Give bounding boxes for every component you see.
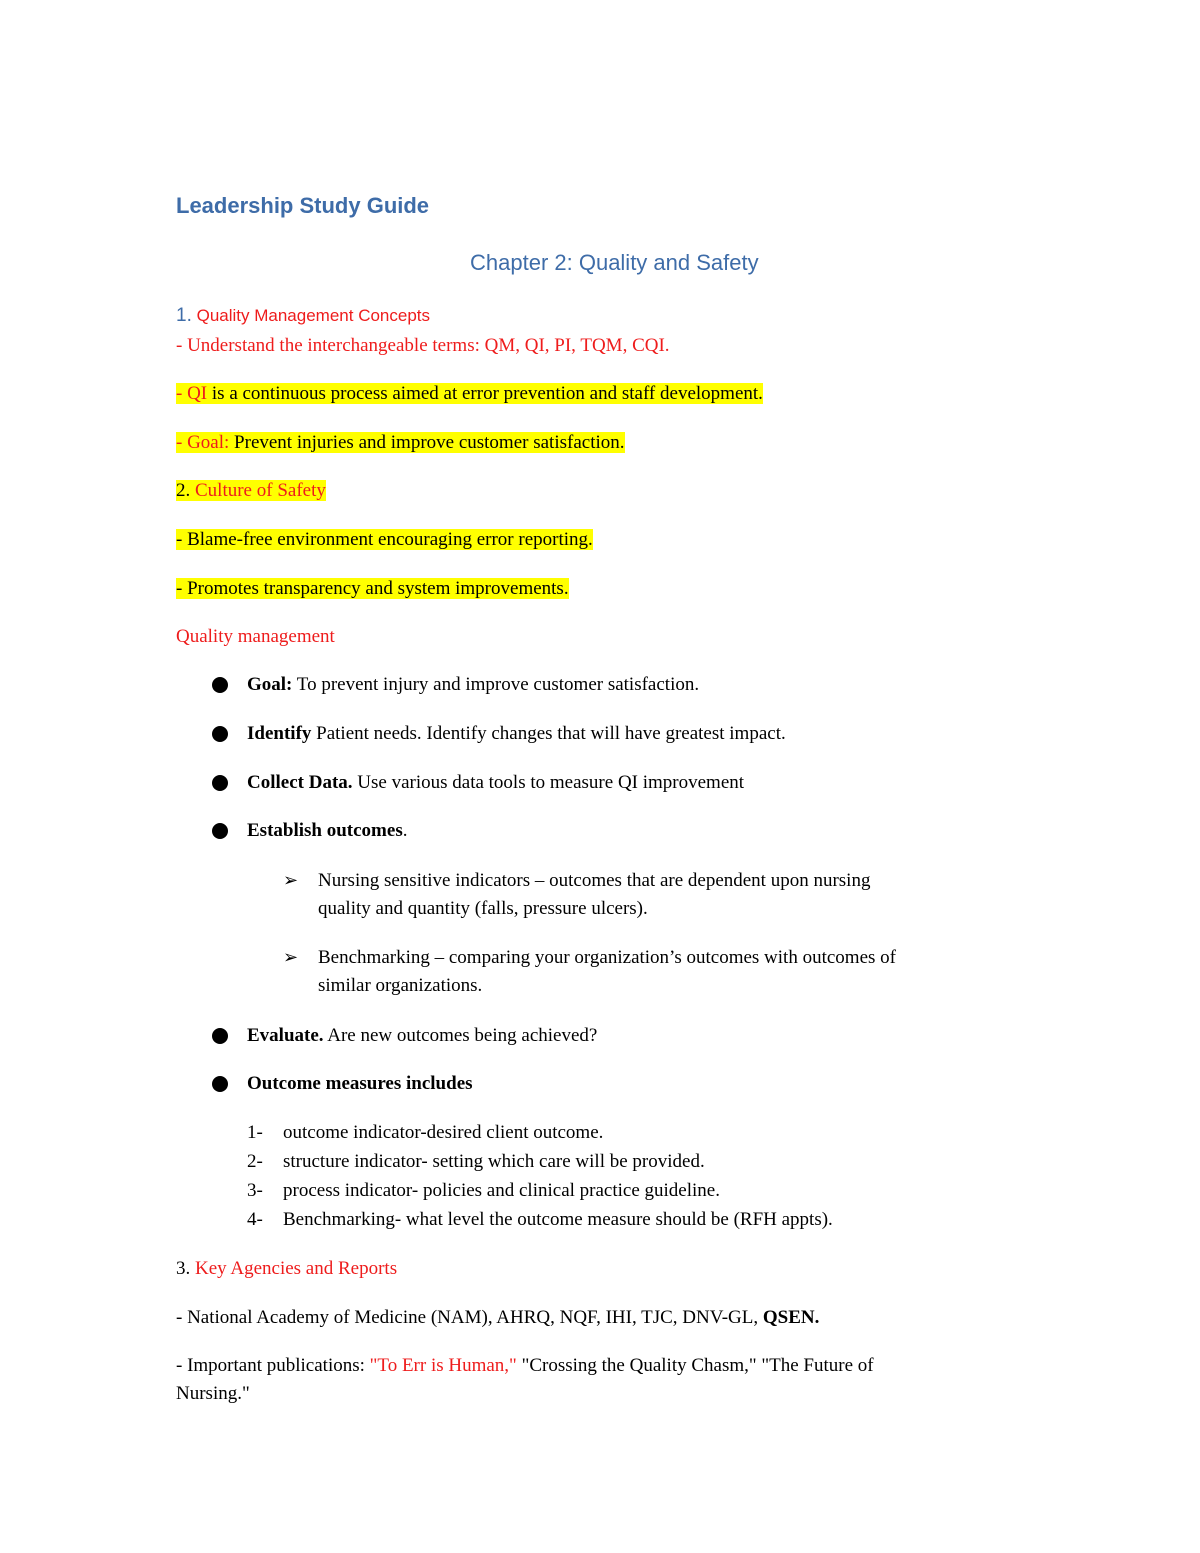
numbered-item xyxy=(247,1180,720,1202)
qm-bullet-collect-bold: Collect Data. xyxy=(247,772,353,793)
section1-line1: - Understand the interchangeable terms: QM, QI, PI, TQM, CQI. xyxy=(176,335,670,356)
section1-line3-rest: Prevent injuries and improve customer satisfaction. xyxy=(229,432,625,453)
section2-line1 xyxy=(176,529,593,551)
bullet-icon xyxy=(212,726,228,742)
section2-number: 2. xyxy=(176,480,191,501)
qm-bullet-establish xyxy=(247,820,407,842)
numbered-item-num: 4- xyxy=(247,1209,263,1230)
section3-line1 xyxy=(176,1307,819,1329)
qm-sub-bullet-benchmarking xyxy=(318,944,896,1000)
section1-line2-prefix: - xyxy=(176,383,188,404)
qm-bullet-establish-rest: . xyxy=(402,820,408,841)
qm-sub-bullet-benchmarking-line2: similar organizations. xyxy=(318,975,483,996)
bullet-icon xyxy=(212,823,228,839)
qm-sub-bullet-nsi xyxy=(318,867,870,923)
section2-heading xyxy=(176,480,326,502)
section3-line2-rest: "Crossing the Quality Chasm," "The Future of xyxy=(516,1355,874,1376)
section3-publications xyxy=(176,1352,874,1408)
section1-line3-term: Goal: xyxy=(187,432,230,453)
section3-line3: Nursing." xyxy=(176,1383,250,1404)
numbered-item-text: outcome indicator-desired client outcome. xyxy=(283,1122,604,1143)
qm-bullet-identify-rest: Patient needs. Identify changes that will have greatest impact. xyxy=(311,723,786,744)
quality-management-heading: Quality management xyxy=(176,626,335,647)
section2-line2 xyxy=(176,578,569,600)
section3-line1-prefix: - National Academy of Medicine (NAM), AHRQ, NQF, IHI, TJC, DNV-GL, xyxy=(176,1307,763,1328)
section2-line1-text: - Blame-free environment encouraging error reporting. xyxy=(176,529,593,550)
chapter-title: Chapter 2: Quality and Safety xyxy=(470,250,759,275)
numbered-item-num: 2- xyxy=(247,1151,263,1172)
section1-line2-term: QI xyxy=(187,383,208,404)
section1-line3-prefix: - xyxy=(176,432,188,453)
numbered-item-text: Benchmarking- what level the outcome measure should be (RFH appts). xyxy=(283,1209,833,1230)
section3-number: 3. xyxy=(176,1258,191,1279)
section3-line2-red: "To Err is Human," xyxy=(369,1355,517,1376)
numbered-item-num: 1- xyxy=(247,1122,263,1143)
numbered-item-text: process indicator- policies and clinical practice guideline. xyxy=(283,1180,720,1201)
arrow-bullet-icon: ➢ xyxy=(283,870,299,891)
qm-sub-bullet-benchmarking-line1: Benchmarking – comparing your organization’s outcomes with outcomes of xyxy=(318,947,896,968)
section1-line2-rest: is a continuous process aimed at error prevention and staff development. xyxy=(207,383,763,404)
numbered-item xyxy=(247,1122,603,1144)
bullet-icon xyxy=(212,775,228,791)
qm-bullet-collect-rest: Use various data tools to measure QI improvement xyxy=(352,772,745,793)
section1-heading-text: Quality Management Concepts xyxy=(196,306,431,325)
bullet-icon xyxy=(212,677,228,693)
section3-line2 xyxy=(176,1352,874,1380)
section2-heading-text: Culture of Safety xyxy=(195,480,326,501)
qm-bullet-goal-bold: Goal: xyxy=(247,674,293,695)
section3-heading-text: Key Agencies and Reports xyxy=(195,1258,398,1279)
section1-line3 xyxy=(176,432,625,454)
qm-sub-bullet-nsi-line2: quality and quantity (falls, pressure ulcers). xyxy=(318,898,648,919)
section3-line2-prefix: - Important publications: xyxy=(176,1355,370,1376)
section3-line1-bold: QSEN. xyxy=(762,1307,820,1328)
qm-bullet-collect xyxy=(247,772,744,794)
qm-bullet-evaluate-bold: Evaluate. xyxy=(247,1025,324,1046)
bullet-icon xyxy=(212,1028,228,1044)
section1-number: 1. xyxy=(176,305,192,326)
qm-bullet-establish-bold: Establish outcomes xyxy=(247,820,403,841)
qm-sub-bullet-nsi-line1: Nursing sensitive indicators – outcomes that are dependent upon nursing xyxy=(318,870,871,891)
arrow-bullet-icon: ➢ xyxy=(283,947,299,968)
section1-heading xyxy=(176,305,430,327)
qm-bullet-identify xyxy=(247,723,786,745)
section2-line2-text: - Promotes transparency and system improvements. xyxy=(176,578,569,599)
qm-bullet-evaluate-rest: Are new outcomes being achieved? xyxy=(323,1025,598,1046)
document-title: Leadership Study Guide xyxy=(176,193,430,218)
bullet-icon xyxy=(212,1076,228,1092)
section3-heading xyxy=(176,1258,397,1280)
numbered-item-num: 3- xyxy=(247,1180,263,1201)
section1-line2 xyxy=(176,383,763,405)
qm-bullet-outcome-measures-bold: Outcome measures includes xyxy=(247,1073,473,1094)
qm-bullet-evaluate xyxy=(247,1025,597,1047)
qm-bullet-goal-rest: To prevent injury and improve customer satisfaction. xyxy=(292,674,700,695)
numbered-item xyxy=(247,1151,705,1173)
numbered-item-text: structure indicator- setting which care will be provided. xyxy=(283,1151,705,1172)
qm-bullet-goal xyxy=(247,674,699,696)
qm-bullet-identify-bold: Identify xyxy=(247,723,312,744)
numbered-item xyxy=(247,1209,833,1231)
qm-bullet-outcome-measures xyxy=(247,1073,473,1095)
